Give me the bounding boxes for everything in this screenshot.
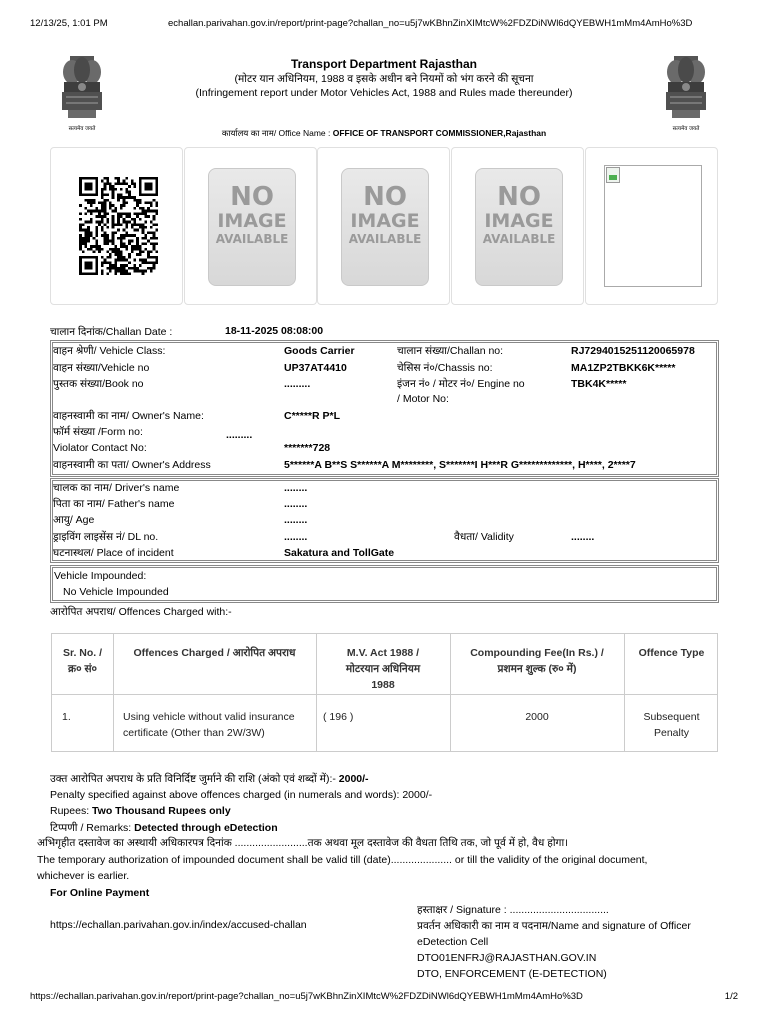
validity-label: वैधता/ Validity: [454, 531, 514, 543]
offences-label: आरोपित अपराध/ Offences Charged with:-: [50, 606, 232, 618]
rupees-line: Rupees: Two Thousand Rupees only: [50, 805, 231, 817]
chassis-value: MA1ZP2TBKK6K*****: [571, 362, 676, 374]
remarks-value: Detected through eDetection: [134, 822, 278, 834]
authorization-english-2: whichever is earlier.: [37, 870, 130, 882]
father-name-label: पिता का नाम/ Father's name: [53, 498, 175, 510]
office-name: OFFICE OF TRANSPORT COMMISSIONER,Rajasthan: [332, 128, 547, 138]
challan-no-label: चालान संख्या/Challan no:: [397, 345, 504, 357]
online-payment-heading: For Online Payment: [50, 887, 150, 899]
penalty-hindi: उक्त आरोपित अपराध के प्रति विनिर्दिष्ट जुर्माने की राशि (अंको एवं शब्दों में):- 2000/-: [50, 773, 369, 785]
form-no-label: फॉर्म संख्या /Form no:: [53, 426, 143, 438]
age-value: ........: [284, 514, 308, 526]
evidence-image-4: [585, 147, 718, 305]
no-image-placeholder: NO IMAGE AVAILABLE: [208, 168, 296, 286]
vehicle-class-value: Goods Carrier: [284, 345, 355, 357]
engine-value: TBK4K*****: [571, 378, 627, 390]
emblem-caption-right: सत्यमेव जयते: [672, 126, 700, 132]
print-url: echallan.parivahan.gov.in/report/print-page?challan_no=u5j7wKBhnZinXIMtcW%2FDZDiNWl6dQYEBWH1mMm4AmHo%3D: [168, 18, 693, 29]
no-image-placeholder: NO IMAGE AVAILABLE: [475, 168, 563, 286]
address-label: वाहनस्वामी का पता/ Owner's Address: [53, 459, 211, 471]
hindi-subtitle: (मोटर यान अधिनियम, 1988 व इसके अधीन बने नियमों को भंग करने की सूचना: [234, 73, 534, 85]
challan-date-row: [50, 325, 324, 339]
row-section: ( 196 ): [323, 711, 354, 723]
title-block: [150, 57, 618, 99]
header-sr-no: Sr. No. / क्र० सं०: [62, 647, 103, 675]
book-no-value: .........: [284, 378, 311, 390]
engine-label: इंजन नं० / मोटर नं०/ Engine no: [397, 378, 525, 390]
driver-name-value: ........: [284, 482, 308, 494]
vehicle-class-label: वाहन श्रेणी/ Vehicle Class:: [53, 345, 166, 357]
dl-value: ........: [284, 531, 308, 543]
place-label: घटनास्थल/ Place of incident: [53, 547, 174, 559]
dl-label: ड्राइविंग लाइसेंस नं/ DL no.: [53, 531, 159, 543]
form-no-value: .........: [226, 429, 253, 441]
father-name-value: ........: [284, 498, 308, 510]
penalty-english: Penalty specified against above offences charged (in numerals and words): 2000/-: [50, 789, 433, 801]
signature-block: [417, 902, 691, 982]
vehicle-no-label: वाहन संख्या/Vehicle no: [53, 362, 150, 374]
state-emblem-icon: [660, 52, 712, 130]
evidence-image-1: [184, 147, 317, 305]
evidence-image-3: [451, 147, 584, 305]
contact-label: Violator Contact No:: [53, 442, 147, 454]
department-title: Transport Department Rajasthan: [290, 57, 478, 71]
header-compounding-fee: Compounding Fee(In Rs.) / प्रशमन शुल्क (रु० में): [470, 647, 604, 675]
rupees-value: Two Thousand Rupees only: [92, 805, 231, 817]
english-subtitle: (Infringement report under Motor Vehicles Act, 1988 and Rules made thereunder): [195, 87, 573, 99]
broken-image-icon: [606, 167, 620, 183]
office-label: कार्यालय का नाम/ Office Name :: [221, 128, 333, 138]
address-value: 5******A B**S S******A M********, S*******I H***R G*************, H****, 2****7: [284, 459, 636, 471]
header-offence-type: Offence Type: [638, 647, 705, 659]
place-value: Sakatura and TollGate: [284, 547, 395, 559]
remarks-line: टिप्पणी / Remarks: Detected through eDetection: [50, 822, 278, 834]
impound-value: No Vehicle Impounded: [63, 586, 169, 598]
owner-name-value: C*****R P*L: [284, 410, 341, 422]
driver-name-label: चालक का नाम/ Driver's name: [53, 482, 180, 494]
print-footer-url: https://echallan.parivahan.gov.in/report/print-page?challan_no=u5j7wKBhnZinXIMtcW%2FDZDiNWl6dQYEBWH1mMm4AmHo%3D: [30, 991, 583, 1002]
online-payment-link[interactable]: https://echallan.parivahan.gov.in/index/accused-challan: [50, 919, 307, 931]
row-fee: 2000: [525, 711, 549, 723]
penalty-hindi-value: 2000/-: [338, 773, 369, 785]
challan-date-value: 18-11-2025 08:08:00: [225, 325, 324, 337]
authorization-hindi: अभिगृहीत दस्तावेज का अस्थायी अधिकारपत्र दिनांक .........................तक अथवा मूल दस्तावेज की वैधता तिथि तक, जो पूर्व में हो, वैध होगा।: [37, 837, 569, 849]
broken-image: [604, 165, 702, 287]
officer-label: प्रवर्तन अधिकारी का नाम व पदनाम/Name and signature of Officer: [417, 920, 691, 932]
print-timestamp: 12/13/25, 1:01 PM: [30, 18, 108, 29]
no-image-placeholder: NO IMAGE AVAILABLE: [341, 168, 429, 286]
owner-name-label: वाहनस्वामी का नाम/ Owner's Name:: [53, 410, 204, 422]
row-offence-type: Subsequent Penalty: [643, 711, 700, 739]
emblem-caption-left: सत्यमेव जयते: [68, 126, 96, 132]
office-name-line: [0, 128, 768, 139]
header-mv-act: M.V. Act 1988 / मोटरयान अधिनियम 1988: [345, 647, 421, 691]
chassis-label: चेसिस नं०/Chassis no:: [397, 362, 493, 374]
header-offences-charged: Offences Charged / आरोपित अपराध: [133, 647, 296, 659]
print-header: [30, 18, 738, 32]
contact-value: *******728: [284, 442, 331, 454]
row-offence-description: Using vehicle without valid insurance certificate (Other than 2W/3W): [123, 711, 295, 739]
driver-details-box: [50, 478, 719, 563]
challan-no-value: RJ7294015251120065978: [571, 345, 695, 357]
row-sr-no: 1.: [62, 711, 71, 723]
engine-label-2: / Motor No:: [397, 393, 449, 405]
offences-table: [51, 633, 718, 752]
challan-date-label: चालान दिनांक/Challan Date :: [50, 326, 173, 338]
page-number: 1/2: [724, 991, 738, 1002]
qr-code-icon: [79, 177, 158, 275]
impound-label: Vehicle Impounded:: [54, 570, 147, 582]
qr-card: [50, 147, 183, 305]
age-label: आयु/ Age: [53, 514, 95, 526]
impound-box: [50, 565, 719, 603]
officer-designation: DTO, ENFORCEMENT (E-DETECTION): [417, 968, 607, 980]
validity-value: ........: [571, 531, 595, 543]
officer-email: DTO01ENFRJ@RAJASTHAN.GOV.IN: [417, 952, 597, 964]
vehicle-details-box: [50, 340, 719, 477]
vehicle-no-value: UP37AT4410: [284, 362, 347, 374]
state-emblem-icon: [56, 52, 108, 130]
evidence-images: [50, 147, 719, 305]
authorization-english-1: The temporary authorization of impounded document shall be valid till (date)..................... or till the validity of the original document,: [37, 854, 648, 866]
evidence-image-2: [317, 147, 450, 305]
signature-line: हस्ताक्षर / Signature : ..................................: [417, 904, 609, 916]
officer-cell: eDetection Cell: [417, 936, 489, 948]
book-no-label: पुस्तक संख्या/Book no: [53, 378, 144, 390]
